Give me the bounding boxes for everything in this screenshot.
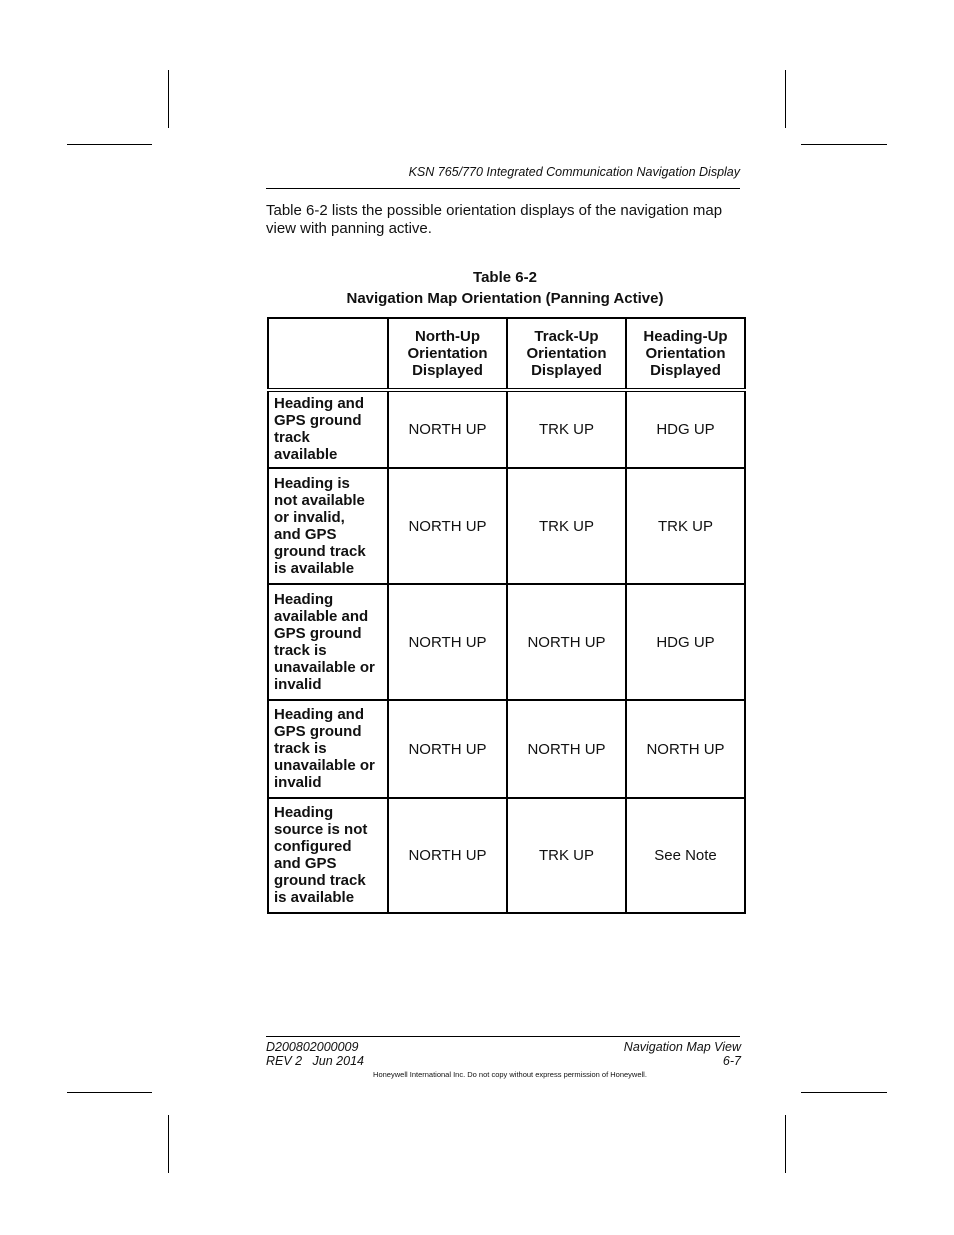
page-number: 6‑7 [722, 1054, 741, 1068]
header-cell-track-up [507, 318, 626, 390]
condition-line: GPS ground [274, 412, 362, 429]
copyright-notice: Honeywell International Inc. Do not copy without express permission of Honeywell. [373, 1070, 647, 1079]
condition-line: ground track [274, 542, 366, 560]
header-line: Displayed [650, 362, 721, 379]
condition-line: Heading is [274, 474, 350, 492]
condition-line: unavailable or [274, 757, 375, 774]
orientation-value-cell: TRK UP [507, 390, 626, 468]
header-line: Orientation [407, 345, 488, 362]
orientation-value-cell: NORTH UP [626, 700, 745, 798]
condition-line: is available [274, 559, 355, 577]
footer-left [266, 1040, 364, 1068]
orientation-value-cell: NORTH UP [388, 700, 507, 798]
header-line: Displayed [531, 362, 602, 379]
orientation-table [267, 317, 746, 914]
doc-number: D200802000009 [266, 1040, 359, 1054]
header-line: Track‑Up [534, 328, 599, 345]
crop-mark [67, 144, 152, 145]
revision: REV 2 Jun 2014 [266, 1054, 364, 1068]
condition-cell [268, 468, 388, 584]
crop-mark [801, 144, 887, 145]
condition-line: Heading [274, 590, 334, 608]
crop-mark [785, 70, 786, 128]
footer-right [624, 1040, 741, 1068]
condition-line: GPS ground [274, 723, 362, 740]
condition-line: invalid [274, 774, 322, 791]
footer-rule [266, 1036, 740, 1037]
crop-mark [785, 1115, 786, 1173]
condition-cell [268, 390, 388, 468]
condition-line: configured [274, 838, 352, 855]
table-row [268, 468, 745, 584]
condition-line: Heading [274, 804, 334, 821]
table-row [268, 584, 745, 700]
header-line: Displayed [412, 362, 483, 379]
orientation-value-cell: HDG UP [626, 390, 745, 468]
condition-line: is available [274, 889, 355, 906]
section-name: Navigation Map View [623, 1040, 741, 1054]
condition-line: available and [274, 607, 369, 625]
condition-line: ground track [274, 872, 366, 889]
orientation-value-cell: HDG UP [626, 584, 745, 700]
condition-line: track is [274, 740, 327, 757]
condition-line: Heading and [274, 706, 365, 723]
condition-line: and GPS [274, 525, 337, 543]
table-header-row [268, 318, 745, 390]
condition-line: source is not [274, 821, 368, 838]
crop-mark [168, 70, 169, 128]
table-number: Table 6‑2 [473, 269, 537, 286]
crop-mark [67, 1092, 152, 1093]
condition-line: invalid [274, 675, 322, 693]
orientation-value-cell: NORTH UP [507, 700, 626, 798]
condition-cell [268, 584, 388, 700]
running-header: KSN 765/770 Integrated Communication Navigation Display [408, 165, 740, 179]
condition-line: GPS ground [274, 624, 362, 642]
crop-mark [168, 1115, 169, 1173]
header-cell-heading-up [626, 318, 745, 390]
condition-line: and GPS [274, 855, 337, 872]
orientation-value-cell: NORTH UP [507, 584, 626, 700]
table-caption [266, 267, 744, 309]
orientation-value-cell: NORTH UP [388, 390, 507, 468]
condition-line: unavailable or [274, 658, 375, 676]
orientation-value-cell: NORTH UP [388, 584, 507, 700]
header-line: North‑Up [415, 328, 480, 345]
header-cell-blank [268, 318, 388, 390]
crop-mark [801, 1092, 887, 1093]
condition-cell [268, 798, 388, 913]
condition-line: or invalid, [274, 508, 345, 526]
table-body [268, 390, 745, 913]
orientation-value-cell: See Note [626, 798, 745, 913]
table-row [268, 798, 745, 913]
orientation-value-cell: TRK UP [507, 798, 626, 913]
table-row [268, 390, 745, 468]
orientation-value-cell: TRK UP [507, 468, 626, 584]
table-title: Navigation Map Orientation (Panning Active) [346, 290, 664, 307]
header-line: Orientation [645, 345, 726, 362]
condition-line: Heading and [274, 395, 365, 412]
header-line: Orientation [526, 345, 607, 362]
intro-paragraph: Table 6‑2 lists the possible orientation displays of the navigation map view with panning active. [266, 202, 723, 237]
header-cell-north-up [388, 318, 507, 390]
orientation-value-cell: TRK UP [626, 468, 745, 584]
condition-line: not available [274, 491, 365, 509]
condition-line: available [274, 446, 338, 463]
condition-line: track [274, 429, 310, 446]
orientation-value-cell: NORTH UP [388, 468, 507, 584]
condition-line: track is [274, 641, 327, 659]
header-rule [266, 188, 740, 189]
condition-cell [268, 700, 388, 798]
header-line: Heading‑Up [643, 328, 728, 345]
table-row [268, 700, 745, 798]
orientation-value-cell: NORTH UP [388, 798, 507, 913]
